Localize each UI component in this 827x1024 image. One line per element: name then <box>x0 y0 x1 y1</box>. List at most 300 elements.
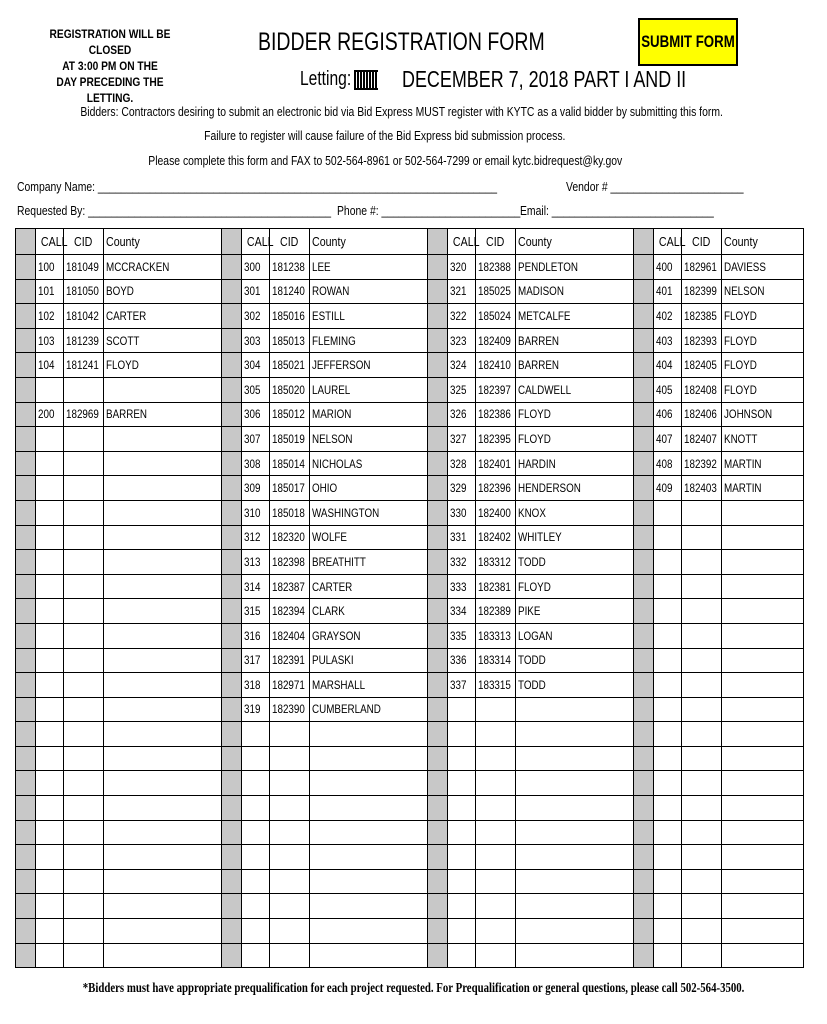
county-cell <box>516 919 634 944</box>
group-divider <box>634 304 654 329</box>
group-divider <box>16 599 36 624</box>
cid-cell: 181240 <box>270 279 310 304</box>
call-cell: 102 <box>36 304 64 329</box>
county-cell: TODD <box>516 550 634 575</box>
county-cell <box>516 869 634 894</box>
group-divider <box>16 377 36 402</box>
county-cell: HARDIN <box>516 451 634 476</box>
group-divider <box>634 869 654 894</box>
letting-checkbox-glyph <box>354 70 378 90</box>
group-divider <box>16 229 36 255</box>
call-cell: 327 <box>448 427 476 452</box>
county-cell <box>310 771 428 796</box>
county-cell <box>310 796 428 821</box>
cid-cell <box>64 771 104 796</box>
cid-cell: 181050 <box>64 279 104 304</box>
call-cell: 307 <box>242 427 270 452</box>
county-cell: ESTILL <box>310 304 428 329</box>
county-cell: BREATHITT <box>310 550 428 575</box>
cid-cell <box>682 550 722 575</box>
call-cell <box>654 550 682 575</box>
county-cell <box>516 820 634 845</box>
cid-cell: 182387 <box>270 574 310 599</box>
county-cell: FLOYD <box>104 353 222 378</box>
cid-cell <box>682 697 722 722</box>
county-cell: JEFFERSON <box>310 353 428 378</box>
cid-cell: 181049 <box>64 255 104 280</box>
column-header-call: CALL <box>36 229 64 255</box>
cid-cell <box>64 894 104 919</box>
column-header-cid: CID <box>476 229 516 255</box>
call-cell <box>242 771 270 796</box>
group-divider <box>16 279 36 304</box>
county-cell <box>104 500 222 525</box>
county-cell: CARTER <box>310 574 428 599</box>
call-cell <box>654 722 682 747</box>
group-divider <box>222 771 242 796</box>
call-cell: 322 <box>448 304 476 329</box>
cid-cell: 182390 <box>270 697 310 722</box>
cid-cell: 181042 <box>64 304 104 329</box>
group-divider <box>222 845 242 870</box>
call-cell <box>654 796 682 821</box>
county-cell: BARREN <box>516 328 634 353</box>
call-cell <box>36 550 64 575</box>
call-cell <box>36 771 64 796</box>
group-divider <box>222 673 242 698</box>
county-cell: WHITLEY <box>516 525 634 550</box>
cid-cell <box>270 894 310 919</box>
county-cell: CALDWELL <box>516 377 634 402</box>
call-cell <box>242 796 270 821</box>
cid-cell <box>64 525 104 550</box>
cid-cell: 183313 <box>476 623 516 648</box>
county-cell: OHIO <box>310 476 428 501</box>
group-divider <box>16 304 36 329</box>
cid-cell: 182405 <box>682 353 722 378</box>
call-cell <box>36 451 64 476</box>
cid-cell: 182385 <box>682 304 722 329</box>
group-divider <box>222 943 242 968</box>
call-cell: 100 <box>36 255 64 280</box>
call-cell <box>654 919 682 944</box>
county-cell: LOGAN <box>516 623 634 648</box>
cid-cell: 182395 <box>476 427 516 452</box>
cid-cell: 185019 <box>270 427 310 452</box>
table-row <box>16 722 804 747</box>
call-cell: 334 <box>448 599 476 624</box>
call-cell <box>654 820 682 845</box>
county-cell <box>104 722 222 747</box>
county-cell: SCOTT <box>104 328 222 353</box>
county-cell: FLOYD <box>722 328 804 353</box>
cid-cell <box>682 648 722 673</box>
cid-cell <box>476 869 516 894</box>
county-cell <box>104 746 222 771</box>
county-cell: FLOYD <box>516 402 634 427</box>
group-divider <box>428 402 448 427</box>
county-cell <box>310 869 428 894</box>
county-cell <box>516 746 634 771</box>
county-cell: KNOX <box>516 500 634 525</box>
cid-cell <box>64 919 104 944</box>
county-cell <box>310 722 428 747</box>
call-cell <box>242 746 270 771</box>
county-cell <box>516 771 634 796</box>
cid-cell <box>64 451 104 476</box>
county-cell: LEE <box>310 255 428 280</box>
cid-cell <box>64 697 104 722</box>
group-divider <box>428 255 448 280</box>
table-row <box>16 894 804 919</box>
group-divider <box>428 328 448 353</box>
group-divider <box>634 229 654 255</box>
call-cell <box>448 869 476 894</box>
cid-cell: 182969 <box>64 402 104 427</box>
county-cell: ROWAN <box>310 279 428 304</box>
county-cell <box>722 771 804 796</box>
cid-cell <box>476 919 516 944</box>
county-cell <box>104 943 222 968</box>
call-cell <box>654 894 682 919</box>
cid-cell: 182408 <box>682 377 722 402</box>
submit-form-label: SUBMIT FORM <box>641 32 735 51</box>
call-cell: 319 <box>242 697 270 722</box>
group-divider <box>222 894 242 919</box>
table-row <box>16 427 804 452</box>
cid-cell <box>270 820 310 845</box>
cid-cell <box>270 746 310 771</box>
call-cell <box>448 796 476 821</box>
cid-cell: 182394 <box>270 599 310 624</box>
group-divider <box>16 746 36 771</box>
group-divider <box>634 525 654 550</box>
group-divider <box>16 722 36 747</box>
column-header-call: CALL <box>242 229 270 255</box>
county-cell: MADISON <box>516 279 634 304</box>
group-divider <box>222 279 242 304</box>
county-cell <box>104 648 222 673</box>
cid-cell <box>476 943 516 968</box>
call-cell <box>654 599 682 624</box>
email-field[interactable]: Email: ____________________________ <box>520 203 714 218</box>
instruction-line-1: Bidders: Contractors desiring to submit an electronic bid via Bid Express MUST register with KYTC as a valid bidder by submitting this form. <box>80 104 723 119</box>
cid-cell <box>64 476 104 501</box>
group-divider <box>222 820 242 845</box>
county-cell: CUMBERLAND <box>310 697 428 722</box>
call-cell: 305 <box>242 377 270 402</box>
cid-cell: 182409 <box>476 328 516 353</box>
call-cell: 303 <box>242 328 270 353</box>
cid-cell <box>64 550 104 575</box>
county-cell: LAUREL <box>310 377 428 402</box>
group-divider <box>634 255 654 280</box>
county-cell <box>310 943 428 968</box>
cid-cell <box>270 919 310 944</box>
cid-cell: 182393 <box>682 328 722 353</box>
county-cell <box>516 697 634 722</box>
county-cell <box>722 599 804 624</box>
table-row <box>16 550 804 575</box>
call-cell <box>242 894 270 919</box>
cid-cell <box>270 943 310 968</box>
county-cell <box>104 623 222 648</box>
call-cell <box>654 697 682 722</box>
call-cell <box>36 648 64 673</box>
county-cell <box>722 722 804 747</box>
group-divider <box>16 525 36 550</box>
group-divider <box>428 377 448 402</box>
group-divider <box>16 623 36 648</box>
submit-form-button[interactable] <box>638 18 738 66</box>
county-cell <box>722 623 804 648</box>
table-row <box>16 697 804 722</box>
group-divider <box>16 894 36 919</box>
county-cell <box>722 820 804 845</box>
cid-cell <box>270 771 310 796</box>
call-cell: 401 <box>654 279 682 304</box>
county-cell: DAVIESS <box>722 255 804 280</box>
group-divider <box>16 771 36 796</box>
call-cell <box>654 845 682 870</box>
group-divider <box>16 574 36 599</box>
group-divider <box>634 673 654 698</box>
group-divider <box>634 746 654 771</box>
group-divider <box>428 451 448 476</box>
cid-cell: 182389 <box>476 599 516 624</box>
group-divider <box>222 255 242 280</box>
call-table <box>15 228 804 968</box>
column-header-county: County <box>516 229 634 255</box>
table-row <box>16 255 804 280</box>
call-cell <box>654 525 682 550</box>
county-cell <box>722 648 804 673</box>
call-cell <box>36 500 64 525</box>
cid-cell <box>682 796 722 821</box>
column-header-call: CALL <box>654 229 682 255</box>
cid-cell <box>682 771 722 796</box>
county-cell: NELSON <box>310 427 428 452</box>
county-cell: WASHINGTON <box>310 500 428 525</box>
cid-cell <box>270 796 310 821</box>
county-cell <box>104 476 222 501</box>
county-cell: JOHNSON <box>722 402 804 427</box>
county-cell: MARTIN <box>722 451 804 476</box>
column-header-cid: CID <box>270 229 310 255</box>
requested-by-field[interactable]: Requested By: __________________________________________ <box>17 203 332 218</box>
cid-cell <box>682 574 722 599</box>
group-divider <box>428 919 448 944</box>
county-cell: MCCRACKEN <box>104 255 222 280</box>
group-divider <box>634 427 654 452</box>
cid-cell: 182320 <box>270 525 310 550</box>
column-header-cid: CID <box>682 229 722 255</box>
table-row <box>16 943 804 968</box>
cid-cell: 182391 <box>270 648 310 673</box>
call-cell: 324 <box>448 353 476 378</box>
call-cell: 308 <box>242 451 270 476</box>
group-divider <box>634 820 654 845</box>
call-cell <box>654 623 682 648</box>
county-cell: HENDERSON <box>516 476 634 501</box>
column-header-cid: CID <box>64 229 104 255</box>
group-divider <box>16 476 36 501</box>
group-divider <box>428 229 448 255</box>
cid-cell <box>682 919 722 944</box>
county-cell: FLOYD <box>722 377 804 402</box>
call-cell <box>448 820 476 845</box>
county-cell <box>104 919 222 944</box>
group-divider <box>16 869 36 894</box>
group-divider <box>16 820 36 845</box>
group-divider <box>634 377 654 402</box>
county-cell: FLOYD <box>722 353 804 378</box>
call-cell <box>36 919 64 944</box>
county-cell <box>516 943 634 968</box>
cid-cell <box>270 722 310 747</box>
call-cell: 408 <box>654 451 682 476</box>
group-divider <box>16 697 36 722</box>
group-divider <box>428 648 448 673</box>
call-cell <box>36 476 64 501</box>
cid-cell: 181239 <box>64 328 104 353</box>
county-cell: KNOTT <box>722 427 804 452</box>
call-cell <box>654 943 682 968</box>
county-cell: METCALFE <box>516 304 634 329</box>
group-divider <box>222 722 242 747</box>
group-divider <box>428 673 448 698</box>
county-cell: MARION <box>310 402 428 427</box>
county-cell <box>310 919 428 944</box>
county-cell <box>722 869 804 894</box>
table-row <box>16 402 804 427</box>
group-divider <box>428 746 448 771</box>
table-row <box>16 304 804 329</box>
county-cell: TODD <box>516 648 634 673</box>
cid-cell: 182381 <box>476 574 516 599</box>
call-cell <box>654 746 682 771</box>
call-cell: 332 <box>448 550 476 575</box>
group-divider <box>428 771 448 796</box>
call-cell <box>36 377 64 402</box>
county-cell <box>722 845 804 870</box>
company-name-field[interactable]: Company Name: _____________________________________________________________________ <box>17 179 498 194</box>
cid-cell <box>476 746 516 771</box>
group-divider <box>16 353 36 378</box>
table-row <box>16 574 804 599</box>
group-divider <box>16 402 36 427</box>
cid-cell <box>64 943 104 968</box>
county-cell: CLARK <box>310 599 428 624</box>
cid-cell: 182392 <box>682 451 722 476</box>
notice-line-3: DAY PRECEDING THE LETTING. <box>56 75 164 105</box>
cid-cell <box>476 771 516 796</box>
call-cell: 104 <box>36 353 64 378</box>
cid-cell: 185018 <box>270 500 310 525</box>
group-divider <box>222 697 242 722</box>
cid-cell: 183312 <box>476 550 516 575</box>
call-cell: 306 <box>242 402 270 427</box>
call-cell: 326 <box>448 402 476 427</box>
call-cell: 200 <box>36 402 64 427</box>
call-cell: 407 <box>654 427 682 452</box>
county-cell <box>104 451 222 476</box>
cid-cell <box>64 845 104 870</box>
group-divider <box>428 353 448 378</box>
cid-cell <box>682 599 722 624</box>
call-cell: 328 <box>448 451 476 476</box>
county-cell: BOYD <box>104 279 222 304</box>
county-cell: BARREN <box>516 353 634 378</box>
county-cell <box>722 500 804 525</box>
county-cell <box>722 746 804 771</box>
cid-cell <box>64 722 104 747</box>
cid-cell: 183314 <box>476 648 516 673</box>
county-cell <box>722 574 804 599</box>
cid-cell <box>64 673 104 698</box>
call-cell <box>654 648 682 673</box>
county-cell <box>104 525 222 550</box>
call-cell: 336 <box>448 648 476 673</box>
cid-cell <box>64 377 104 402</box>
cid-cell <box>682 746 722 771</box>
cid-cell <box>476 820 516 845</box>
cid-cell: 182398 <box>270 550 310 575</box>
group-divider <box>222 550 242 575</box>
call-cell: 318 <box>242 673 270 698</box>
table-row <box>16 648 804 673</box>
group-divider <box>428 279 448 304</box>
cid-cell: 182404 <box>270 623 310 648</box>
cid-cell <box>476 722 516 747</box>
group-divider <box>222 869 242 894</box>
call-cell: 314 <box>242 574 270 599</box>
call-cell <box>448 919 476 944</box>
county-cell: FLOYD <box>516 574 634 599</box>
call-cell: 304 <box>242 353 270 378</box>
group-divider <box>634 722 654 747</box>
group-divider <box>222 648 242 673</box>
vendor-number-field[interactable]: Vendor # _______________________ <box>566 179 744 194</box>
group-divider <box>428 697 448 722</box>
county-cell: FLEMING <box>310 328 428 353</box>
call-cell <box>448 722 476 747</box>
group-divider <box>428 599 448 624</box>
phone-field[interactable]: Phone #: ________________________ <box>337 203 521 218</box>
cid-cell <box>682 623 722 648</box>
group-divider <box>634 500 654 525</box>
group-divider <box>634 623 654 648</box>
cid-cell: 182386 <box>476 402 516 427</box>
county-cell: WOLFE <box>310 525 428 550</box>
cid-cell <box>270 869 310 894</box>
cid-cell: 182403 <box>682 476 722 501</box>
call-cell <box>448 771 476 796</box>
group-divider <box>428 550 448 575</box>
county-cell <box>722 673 804 698</box>
group-divider <box>634 943 654 968</box>
notice-line-2: AT 3:00 PM ON THE <box>62 59 158 73</box>
call-cell: 312 <box>242 525 270 550</box>
cid-cell <box>682 845 722 870</box>
group-divider <box>428 500 448 525</box>
call-cell: 315 <box>242 599 270 624</box>
cid-cell: 185024 <box>476 304 516 329</box>
table-row <box>16 500 804 525</box>
group-divider <box>634 550 654 575</box>
call-cell: 331 <box>448 525 476 550</box>
county-cell: MARSHALL <box>310 673 428 698</box>
